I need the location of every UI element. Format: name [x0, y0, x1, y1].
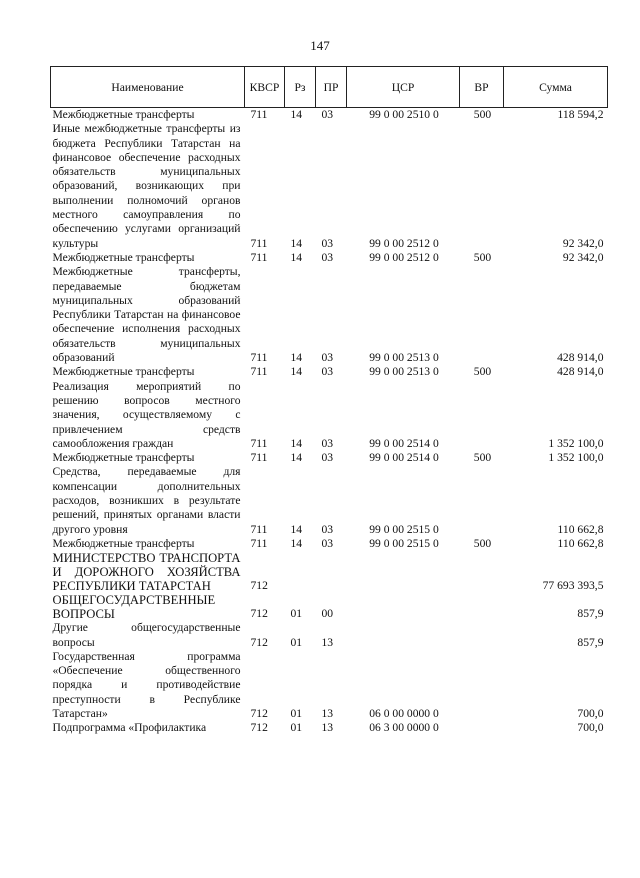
row-csr: 99 0 00 2515 0: [369, 536, 439, 550]
row-rz: 14: [290, 536, 303, 550]
row-pr: 03: [321, 451, 334, 465]
row-kvsr: 711: [250, 522, 268, 536]
row-rz: 14: [290, 250, 303, 264]
row-pr: 03: [321, 365, 334, 379]
table-row: [51, 251, 608, 265]
row-rz: 14: [290, 436, 303, 450]
row-name: ОБЩЕГОСУДАРСТВЕННЫЕ ВОПРОСЫ: [52, 593, 216, 622]
row-kvsr: 711: [250, 436, 268, 450]
row-rz: 14: [290, 365, 303, 379]
row-sum: 857,9: [577, 606, 604, 620]
row-vr: [460, 593, 504, 621]
table-row: [51, 537, 608, 551]
row-sum: 857,9: [577, 635, 604, 649]
row-csr: 99 0 00 2510 0: [369, 108, 439, 121]
header-kvsr: КВСР: [245, 67, 285, 108]
row-rz: [285, 551, 316, 593]
row-sum: 700,0: [577, 721, 604, 735]
row-vr: 500: [473, 536, 492, 550]
table-row: [51, 465, 608, 536]
page-number: 147: [310, 38, 330, 53]
row-kvsr: 712: [250, 606, 268, 620]
row-sum: 110 662,8: [557, 536, 604, 550]
row-pr: 03: [321, 108, 334, 121]
row-vr: [460, 621, 504, 650]
row-rz: 01: [290, 721, 303, 735]
row-name: МИНИСТЕРСТВО ТРАНСПОРТА И ДОРОЖНОГО ХОЗЯЙСТВА РЕСПУБЛИКИ ТАТАРСТАН: [52, 551, 241, 594]
row-name: Другие общегосударственные вопросы: [52, 621, 241, 649]
header-name: Наименование: [51, 67, 245, 108]
row-kvsr: 711: [250, 250, 268, 264]
row-pr: 03: [321, 522, 334, 536]
header-sum: Сумма: [504, 67, 608, 108]
row-pr: 00: [321, 606, 334, 620]
row-pr: 03: [321, 236, 334, 250]
row-rz: 14: [290, 351, 303, 365]
row-name: Межбюджетные трансферты: [52, 536, 195, 550]
row-pr: 03: [321, 250, 334, 264]
row-csr: 99 0 00 2514 0: [369, 436, 439, 450]
row-csr: 99 0 00 2513 0: [369, 365, 439, 379]
row-kvsr: 712: [250, 578, 268, 592]
table-row: [51, 551, 608, 593]
row-name: Средства, передаваемые для компенсации дополнительных расходов, возникших в результате решений, принятых органами власти другого уровня: [52, 465, 241, 536]
row-pr: 13: [321, 706, 334, 720]
table-header-row: [51, 67, 608, 108]
row-kvsr: 711: [250, 108, 268, 121]
row-vr: 500: [473, 108, 492, 121]
table-row: [51, 122, 608, 251]
row-csr: 99 0 00 2513 0: [369, 351, 439, 365]
row-sum: 110 662,8: [557, 522, 604, 536]
row-kvsr: 711: [250, 536, 268, 550]
row-sum: 428 914,0: [557, 365, 604, 379]
row-kvsr: 712: [250, 635, 268, 649]
row-kvsr: 712: [250, 721, 268, 735]
row-kvsr: 711: [250, 236, 268, 250]
row-sum: 428 914,0: [557, 351, 604, 365]
table-row: [51, 650, 608, 721]
row-sum: 1 352 100,0: [548, 436, 604, 450]
row-name: Реализация мероприятий по решению вопросов местного значения, осуществляемому с привлечением средств самообложения граждан: [52, 379, 241, 450]
row-vr: [460, 465, 504, 536]
row-csr: 99 0 00 2515 0: [369, 522, 439, 536]
row-csr: 99 0 00 2514 0: [369, 451, 439, 465]
row-rz: 14: [290, 451, 303, 465]
row-name: Иные межбюджетные трансферты из бюджета Республики Татарстан на финансовое обеспечение расходных обязательств муниципальных образований, возникающих при выполнении полномочий органов местного самоуправления по обеспечению услугами организаций культуры: [52, 122, 241, 250]
row-vr: 500: [473, 451, 492, 465]
header-rz: Рз: [285, 67, 316, 108]
table-row: [51, 265, 608, 365]
row-name: Межбюджетные трансферты: [52, 108, 195, 121]
row-sum: 77 693 393,5: [542, 578, 604, 592]
header-vr: ВР: [460, 67, 504, 108]
row-rz: 01: [290, 706, 303, 720]
row-vr: 500: [473, 250, 492, 264]
row-vr: [460, 380, 504, 451]
row-kvsr: 711: [250, 365, 268, 379]
row-name: Межбюджетные трансферты: [52, 365, 195, 379]
row-kvsr: 712: [250, 706, 268, 720]
row-vr: [460, 122, 504, 251]
row-sum: 700,0: [577, 706, 604, 720]
table-row: [51, 108, 608, 123]
table-row: [51, 593, 608, 621]
row-csr: 99 0 00 2512 0: [369, 236, 439, 250]
row-kvsr: 711: [250, 351, 268, 365]
table-row: [51, 621, 608, 650]
row-csr: 06 3 00 0000 0: [369, 721, 439, 735]
row-pr: [316, 551, 347, 593]
table-row: [51, 721, 608, 735]
row-vr: 500: [473, 365, 492, 379]
row-kvsr: 711: [250, 451, 268, 465]
row-rz: 01: [290, 606, 303, 620]
row-rz: 01: [290, 635, 303, 649]
row-pr: 03: [321, 436, 334, 450]
row-csr: [347, 621, 460, 650]
row-pr: 13: [321, 635, 334, 649]
table-row: [51, 451, 608, 465]
row-pr: 03: [321, 536, 334, 550]
row-name: Межбюджетные трансферты, передаваемые бюджетам муниципальных образований Республики Татарстан на финансовое обеспечение исполнения расходных обязательств муниципальных образований: [52, 265, 241, 365]
table-row: [51, 365, 608, 379]
row-sum: 1 352 100,0: [548, 451, 604, 465]
row-csr: 06 0 00 0000 0: [369, 706, 439, 720]
row-vr: [460, 265, 504, 365]
header-csr: ЦСР: [347, 67, 460, 108]
row-csr: [347, 593, 460, 621]
header-pr: ПР: [316, 67, 347, 108]
row-vr: [460, 721, 504, 735]
row-rz: 14: [290, 522, 303, 536]
row-name: Межбюджетные трансферты: [52, 250, 195, 264]
table-row: [51, 380, 608, 451]
budget-table: [50, 66, 608, 736]
row-name: Подпрограмма «Профилактика: [52, 721, 207, 735]
row-pr: 03: [321, 351, 334, 365]
row-rz: 14: [290, 108, 303, 121]
row-vr: [460, 551, 504, 593]
row-sum: 118 594,2: [557, 108, 604, 121]
row-sum: 92 342,0: [562, 250, 604, 264]
row-csr: [347, 551, 460, 593]
row-vr: [460, 650, 504, 721]
row-pr: 13: [321, 721, 334, 735]
row-rz: 14: [290, 236, 303, 250]
row-name: Государственная программа «Обеспечение общественного порядка и противодействие преступности в Республике Татарстан»: [52, 649, 241, 720]
row-name: Межбюджетные трансферты: [52, 451, 195, 465]
row-sum: 92 342,0: [562, 236, 604, 250]
row-csr: 99 0 00 2512 0: [369, 250, 439, 264]
